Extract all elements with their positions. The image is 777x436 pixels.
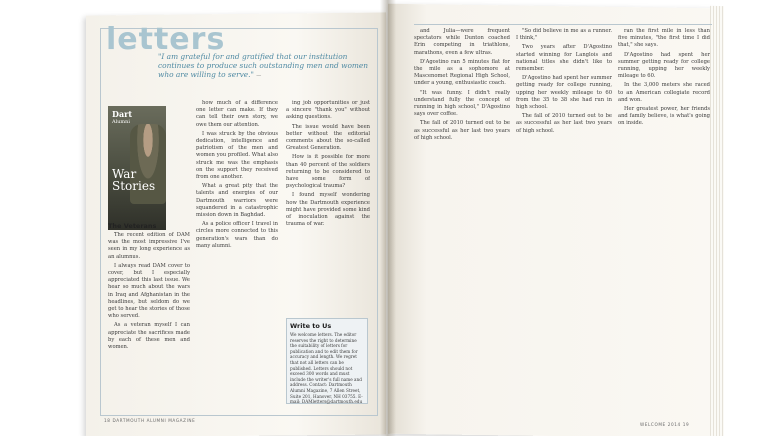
paragraph: I was struck by the obvious dedication, intelligence and patriotism of the men and women you profiled. What also struck me was the emphasis on the support they received from one another. (196, 130, 278, 181)
paragraph: What a great pity that the talents and energies of our Dartmouth warriors were squandered in a catastrophic mission down in Baghdad. (196, 183, 278, 219)
pull-quote-text: "I am grateful for and gratified that our institution continues to produce such outstanding men and women who are willing to serve." (158, 52, 369, 79)
paragraph: and Julia—were frequent spectators while Dunton coached Erin competing in triathlons, marathons, even a few ultras. (414, 28, 510, 56)
right-column-3 (618, 28, 710, 416)
paragraph: The fall of 2010 turned out to be as successful as her last two years of high school. (516, 113, 612, 134)
paragraph: "It was funny. I didn't really understand fully the concept of running in high school," D'Agostino says over coffee. (414, 89, 510, 118)
right-page-top-rule (414, 24, 712, 25)
paragraph: ran the first mile in less than five minutes, "the first time I did that," she says. (618, 28, 710, 49)
cover-masthead: Dart (112, 109, 133, 119)
cover-title: War Stories (112, 167, 156, 193)
paragraph: Her greatest power, her friends and family believe, is what's going on inside. (618, 106, 710, 127)
veterans-heading: The Veterans (108, 222, 157, 230)
paragraph: As a police officer I travel in circles more connected to this generation's wars than do many alumni. (196, 221, 278, 249)
paragraph: I always read DAM cover to cover, but I especially appreciated this last issue. We hear so much about the wars in Iraq and Afghanistan in the headlines, but seldom do we get to hear the stories of those who served. (108, 262, 190, 320)
paragraph: As a veteran myself I can appreciate the sacrifices made by each of these men and women. (108, 322, 190, 351)
left-column-2 (196, 100, 278, 402)
paragraph: Two years after D'Agostino started winning for Langlois and national titles she didn't like to remember. (516, 44, 612, 73)
left-column-1 (108, 232, 190, 402)
write-to-us-heading: Write to Us (290, 322, 332, 330)
right-column-1 (414, 28, 510, 416)
right-column-2 (516, 28, 612, 416)
section-title: letters (106, 22, 226, 57)
paragraph: The fall of 2010 turned out to be as successful as her last two years of high school. (414, 120, 510, 141)
write-to-us-box (286, 318, 368, 404)
paragraph: "So did believe in me as a runner. I think," (516, 28, 612, 42)
cover-masthead-sub: Alumni (112, 119, 130, 125)
paragraph: how much of a difference one letter can make. If they can tell their own story, we owe them our attention. (196, 100, 278, 128)
paragraph: How is it possible for more than 40 percent of the soldiers returning to be considered to have some form of psychological trauma? (286, 154, 370, 190)
pull-quote (158, 52, 370, 81)
paragraph: I found myself wondering how the Dartmouth experience might have provided some kind of inoculation against the trauma of war. (286, 192, 370, 228)
left-page-footer: 18 DARTMOUTH ALUMNI MAGAZINE (104, 418, 196, 423)
left-column-3 (286, 100, 370, 316)
paragraph: D'Agostino had spent her summer getting ready for college running, upping her weekly mileage to 60 from the 35 to 38 she had run in high school. (516, 75, 612, 111)
magazine-cover-image (108, 106, 166, 230)
page-stack-edge (710, 6, 724, 436)
book-gutter (380, 0, 396, 436)
paragraph: D'Agostino ran 5 minutes flat for the mile as a sophomore at Mascenomet Regional High School, under a young, enthusiastic coach. (414, 58, 510, 87)
pull-quote-credit: — (256, 73, 262, 79)
paragraph: ing job opportunities or just a sincere "thank you" without asking questions. (286, 100, 370, 121)
paragraph: D'Agostino had spent her summer getting ready for college running, upping her weekly mileage to 60. (618, 51, 710, 80)
paragraph: The issue would have been better without the editorial comments about the so-called Greatest Generation. (286, 123, 370, 152)
paragraph: The recent edition of DAM was the most impressive I've seen in my long experience as an alumnus. (108, 232, 190, 260)
right-page-footer: WELCOME 2014 19 (640, 422, 690, 427)
paragraph: In the 3,000 meters she raced to an American collegiate record and won. (618, 82, 710, 103)
write-to-us-text: We welcome letters. The editor reserves the right to determine the suitability of letters for publication and to edit them for accuracy and length. We regret that not all letters can be published. Letters should not exceed 300 words and must include the writer's full name and address. Contact: Dartmouth Alumni Magazine, 7 Allen Street, Suite 201, Hanover, NH 03755. E-mail: DAMletters@dartmouth.edu (290, 332, 363, 405)
